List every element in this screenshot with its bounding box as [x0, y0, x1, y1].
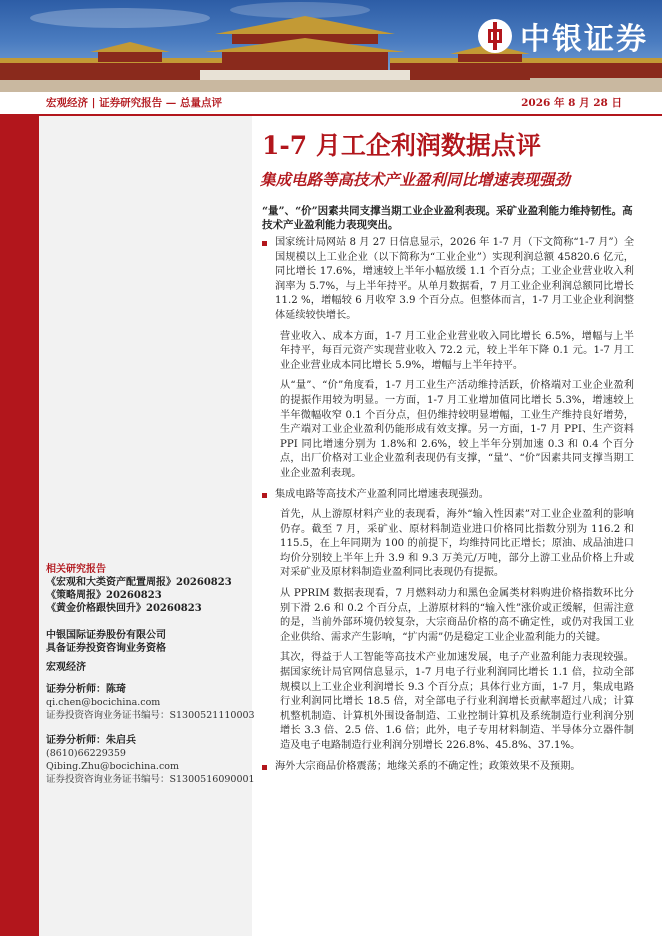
paragraph [262, 651, 634, 753]
bank-of-china-emblem-icon [478, 19, 512, 53]
paragraph [262, 379, 634, 481]
paragraph [262, 508, 634, 581]
analyst-phone: (8610)66229359 [46, 748, 126, 759]
analyst-license: 证券投资咨询业务证书编号：S1300516090001 [46, 774, 255, 785]
paragraph-text: 其次，得益于人工智能等高技术产业加速发展，电子产业盈利能力表现较强。据国家统计局官网信息显示，1-7 月电子行业利润同比增长 1.1 倍，拉动全部规模以上工业企业利润增长 9.3 个百分点；具体行业方面，1-7 月，集成电路行业利润同比增长 18.5 倍，对全部电子行业利润增长贡献率超过八成；计算机整机制造、计算机外围设备制造、工业控制计算机及系统制造行业利润分别增长 3.3 倍、2.5 倍、1.6 倍；此外，电子专用材料制造、半导体分立器件制造及电子电路制造行业利润分别增长 226.8%、45.8%、37.1%。 [280, 652, 634, 751]
report-date: 2026 年 8 月 28 日 [521, 97, 622, 109]
company-logo [478, 14, 648, 58]
paragraph-text: 从“量”、“价”角度看，1-7 月工业生产活动维持活跃，价格端对工业企业盈利的提振作用较为明显。一方面，1-7 月工业增加值同比增长 5.3%，增速较上半年微幅收窄 0.1 个百分点，但仍维持较明显增幅，工业生产维持良好增势，生产端对工业企业盈利仍能形成有效支撑。另一方面，1-7 月 PPI、生产资料 PPI 同比增速分别为 1.8%和 2.6%，较上半年分别加速 0.3 和 0.4 个百分点，出厂价格对工业企业盈利表现仍有支撑，“量”、“价”因素共同支撑当期工业企业盈利表现。 [280, 380, 634, 479]
analyst-block [46, 683, 255, 722]
bullet-square-icon [262, 493, 267, 498]
related-report-item[interactable]: 《策略周报》20260823 [46, 590, 162, 601]
bullet-paragraph [262, 760, 634, 775]
company-name: 中银国际证券股份有限公司 [46, 630, 166, 641]
left-accent-strip [0, 116, 39, 936]
sidebar-category: 宏观经济 [46, 662, 86, 673]
paragraph-text: 从 PPRIM 数据表现看，7 月燃料动力和黑色金属类材料购进价格指数环比分别下滑 2.6 和 0.2 个百分点，上游原材料的“输入性”涨价或正缓解，但需注意的是，当前外部环境仍较复杂，大宗商品价格的高不确定性，或仍对我国工业企业供给、需求产生影响，“扩内需”仍是稳定工业企业盈利能力的关键。 [280, 588, 634, 643]
company-qualification: 具备证券投资咨询业务资格 [46, 643, 166, 654]
logo-text: 中银证券 [520, 22, 648, 57]
paragraph-text: 营业收入、成本方面，1-7 月工业企业营业收入同比增长 6.5%，增幅与上半年持平，每百元资产实现营业收入 72.2 元，较上半年下降 0.1 元。1-7 月工业企业营业成本同比增长 5.9%，增幅与上半年持平。 [280, 330, 634, 371]
report-title: 1-7 月工企利润数据点评 [262, 131, 541, 160]
bullet-square-icon [262, 241, 267, 246]
report-summary: “量”、“价”因素共同支撑当期工业企业盈利表现。采矿业盈利能力维持韧性。高技术产业盈利能力表现突出。 [262, 205, 633, 231]
bullet-square-icon [262, 765, 267, 770]
analyst-name: 证券分析师：陈琦 [46, 684, 126, 695]
report-subtitle: 集成电路等高技术产业盈利同比增速表现强劲 [260, 170, 571, 189]
related-report-item[interactable]: 《黄金价格跟快回升》20260823 [46, 603, 202, 614]
paragraph [262, 330, 634, 374]
breadcrumb: 宏观经济 | 证券研究报告 — 总量点评 [46, 97, 222, 109]
related-reports [46, 563, 232, 615]
report-body [262, 236, 634, 780]
analyst-email[interactable]: qi.chen@bocichina.com [46, 697, 161, 708]
analyst-email[interactable]: Qibing.Zhu@bocichina.com [46, 761, 179, 772]
paragraph-text: 集成电路等高技术产业盈利同比增速表现强劲。 [275, 488, 489, 500]
sidebar [39, 116, 252, 936]
analyst-license: 证券投资咨询业务证书编号：S1300521110003 [46, 710, 255, 721]
analyst-name: 证券分析师：朱启兵 [46, 735, 136, 746]
bullet-paragraph [262, 236, 634, 324]
bullet-paragraph [262, 488, 634, 503]
paragraph-text: 国家统计局网站 8 月 27 日信息显示，2026 年 1-7 月（下文简称“1-7 月”）全国规模以上工业企业（以下简称为“工业企业”）实现利润总额 45820.6 亿元，同比增长 17.6%，增速较上半年小幅放缓 1.1 个百分点；工业企业营业收入利润率为 5.7%，与上半年持平。从单月数据看，7 月工业企业利润总额同比增长 11.2 %，增幅较 6 月收窄 3.9 个百分点。但整体而言，1-7 月工业企业利润整体延续较快增长。 [275, 237, 635, 321]
related-reports-title: 相关研究报告 [46, 564, 106, 575]
company-info [46, 629, 166, 674]
paragraph-text: 海外大宗商品价格震荡；地缘关系的不确定性；政策效果不及预期。 [275, 760, 581, 772]
paragraph-text: 首先，从上游原材料产业的表现看，海外“输入性因素”对工业企业盈利的影响仍存。截至 7 月，采矿业、原材料制造业进口价格同比指数分别为 116.2 和 115.5，在上年同期为 100 的前提下，均维持同比正增长；原油、成品油进口均价分别较上半年上升 3.9 和 9.3 万美元/万吨，部分上游工业品价格上升或对采矿业及原材料制造业盈利同比表现仍有提振。 [280, 509, 634, 579]
related-report-item[interactable]: 《宏观和大类资产配置周报》20260823 [46, 577, 232, 588]
analyst-block [46, 734, 255, 786]
paragraph [262, 587, 634, 645]
header-banner [0, 0, 662, 92]
